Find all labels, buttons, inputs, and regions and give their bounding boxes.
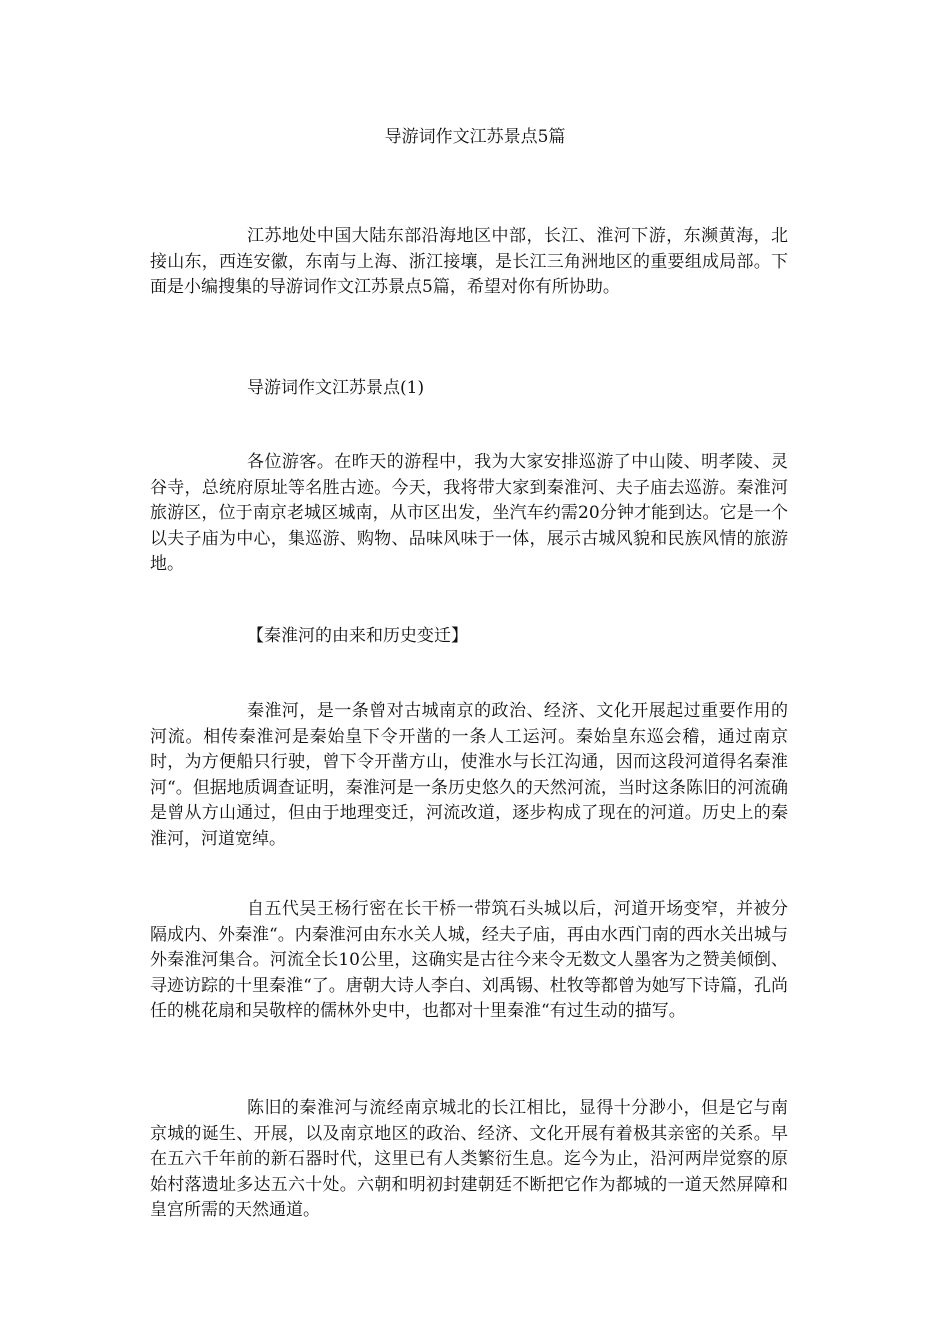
body-paragraph-1: 各位游客。在昨天的游程中，我为大家安排巡游了中山陵、明孝陵、灵谷寺，总统府原址等名胜古迹。今天，我将带大家到秦淮河、夫子庙去巡游。秦淮河旅游区，位于南京老城区城南，从市区出发，坐汽车约需20分钟才能到达。它是一个以夫子庙为中心，集巡游、购物、品味风味于一体，展示古城风貌和民族风情的旅游地。	[150, 452, 788, 574]
body-paragraph-3: 自五代吴王杨行密在长干桥一带筑石头城以后，河道开场变窄，并被分隔成内、外秦淮“。内秦淮河由东水关人城，经夫子庙，再由水西门南的西水关出城与外秦淮河集合。河流全长10公里，这确实是古往今来令无数文人墨客为之赞美倾倒、寻迹访踪的十里秦淮“了。唐朝大诗人李白、刘禹锡、杜牧等都曾为她写下诗篇，孔尚任的桃花扇和吴敬梓的儒林外史中，也都对十里秦淮“有过生动的描写。	[150, 899, 788, 1021]
document-title: 导游词作文江苏景点5篇	[384, 127, 566, 147]
body-paragraph-2: 秦淮河，是一条曾对古城南京的政治、经济、文化开展起过重要作用的河流。相传秦淮河是秦始皇下令开凿的一条人工运河。秦始皇东巡会稽，通过南京时，为方便船只行驶，曾下令开凿方山，使淮水与长江沟通，因而这段河道得名秦淮河“。但据地质调查证明，秦淮河是一条历史悠久的天然河流，当时这条陈旧的河流确是曾从方山通过，但由于地理变迁，河流改道，逐步构成了现在的河道。历史上的秦淮河，河道宽绰。	[150, 701, 788, 849]
intro-paragraph: 江苏地处中国大陆东部沿海地区中部，长江、淮河下游，东濒黄海，北接山东，西连安徽，东南与上海、浙江接壤，是长江三角洲地区的重要组成局部。下面是小编搜集的导游词作文江苏景点5篇，希望对你有所协助。	[150, 226, 788, 297]
subsection-heading: 【秦淮河的由来和历史变迁】	[247, 626, 468, 646]
section-heading: 导游词作文江苏景点(1)	[247, 378, 425, 398]
body-paragraph-4: 陈旧的秦淮河与流经南京城北的长江相比，显得十分渺小，但是它与南京城的诞生、开展，以及南京地区的政治、经济、文化开展有着极其亲密的关系。早在五六千年前的新石器时代，这里已有人类繁衍生息。迄今为止，沿河两岸觉察的原始村落遗址多达五六十处。六朝和明初封建朝廷不断把它作为都城的一道天然屏障和皇宫所需的天然通道。	[150, 1098, 788, 1220]
